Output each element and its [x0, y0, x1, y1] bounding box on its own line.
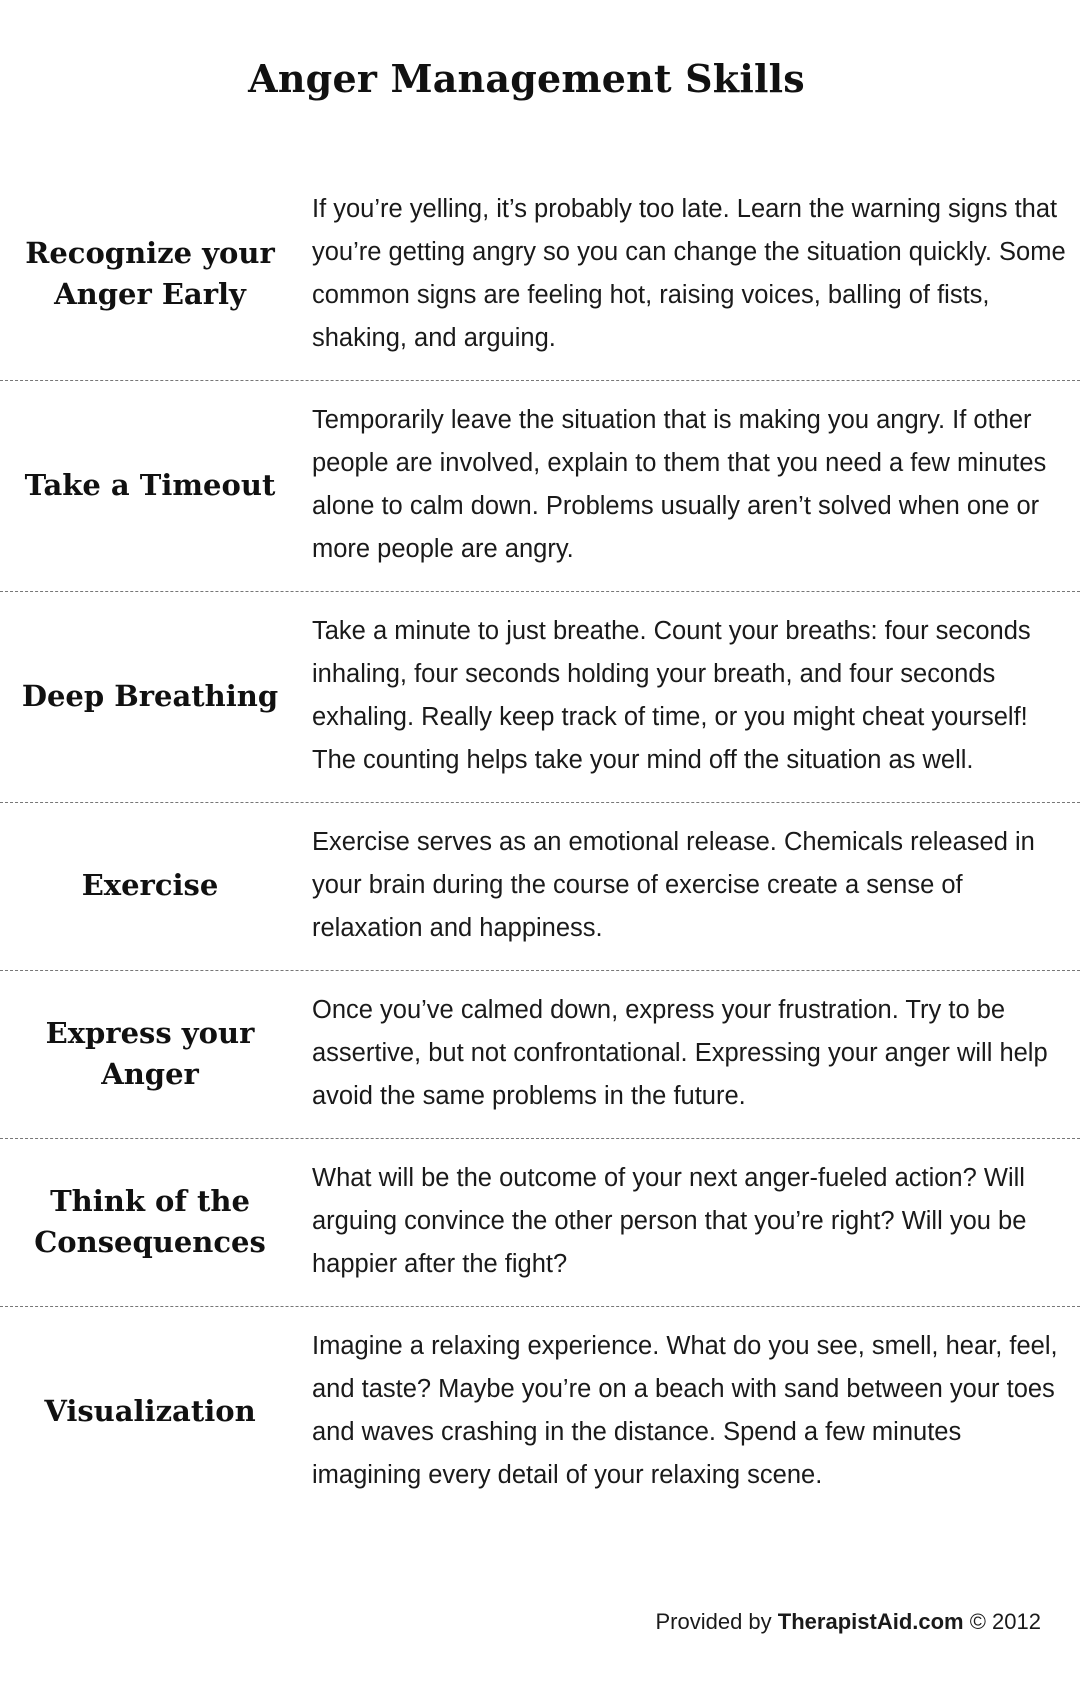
skill-name: Express your Anger: [45, 1015, 255, 1091]
skill-description: Imagine a relaxing experience. What do you see, smell, hear, feel, and taste? Maybe you’re on a beach with sand between your toes and waves crashing in the distance. Spend a few minutes imagining every detail of your relaxing scene.: [312, 1332, 1058, 1489]
skill-name: Visualization: [44, 1393, 256, 1428]
skill-description: Take a minute to just breathe. Count your breaths: four seconds inhaling, four seconds holding your breath, and four seconds exhaling. Really keep track of time, or you might cheat yourself! The counting helps take your mind off the situation as well.: [312, 617, 1031, 774]
skill-row: [0, 1307, 1080, 1517]
footer-copyright: © 2012: [969, 1609, 1041, 1634]
skill-description: Temporarily leave the situation that is making you angry. If other people are involved, explain to them that you need a few minutes alone to calm down. Problems usually aren’t solved when one or more people are angry.: [312, 406, 1047, 563]
skill-row: [0, 1139, 1080, 1307]
skill-row: [0, 170, 1080, 381]
skill-description: If you’re yelling, it’s probably too late. Learn the warning signs that you’re getting angry so you can change the situation quickly. Some common signs are feeling hot, raising voices, balling of fists, shaking, and arguing.: [312, 195, 1066, 352]
skill-name: Take a Timeout: [24, 467, 276, 502]
skill-name: Exercise: [81, 868, 219, 902]
footer-credit: [655, 1609, 1041, 1635]
skill-row: [0, 381, 1080, 592]
skill-row: [0, 803, 1080, 971]
footer-prefix: Provided by: [655, 1609, 772, 1634]
skills-table: [0, 170, 1080, 1517]
skill-name: Think of the Consequences: [34, 1183, 266, 1259]
page-title: Anger Management Skills: [248, 56, 805, 101]
skill-name: Deep Breathing: [21, 678, 279, 713]
skill-row: [0, 592, 1080, 803]
skill-description: Exercise serves as an emotional release. Chemicals released in your brain during the course of exercise create a sense of relaxation and happiness.: [312, 828, 1035, 942]
skill-row: [0, 971, 1080, 1139]
skill-name: Recognize your Anger Early: [25, 236, 275, 311]
skill-description: Once you’ve calmed down, express your frustration. Try to be assertive, but not confrontational. Expressing your anger will help avoid the same problems in the future.: [312, 996, 1048, 1110]
footer-brand-link[interactable]: TherapistAid.com: [777, 1609, 964, 1634]
skill-description: What will be the outcome of your next anger-fueled action? Will arguing convince the other person that you’re right? Will you be happier after the fight?: [312, 1164, 1027, 1278]
